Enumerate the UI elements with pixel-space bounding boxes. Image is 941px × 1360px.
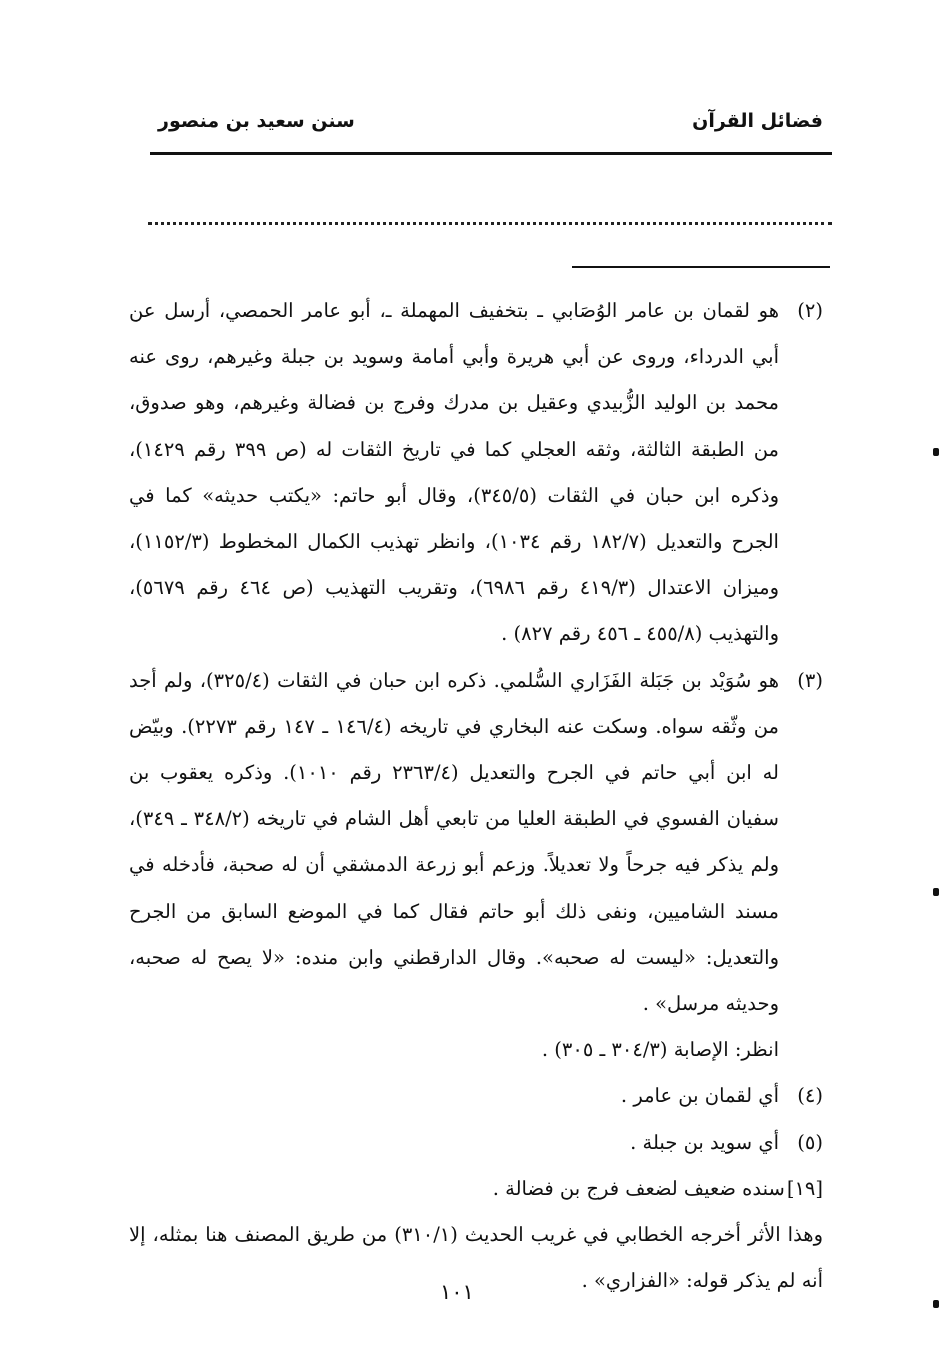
page-number: ١٠١ xyxy=(440,1280,474,1304)
hadith-number: [١٩] xyxy=(786,1176,823,1200)
chapter-title: فضائل القرآن xyxy=(692,110,823,132)
hadith-note xyxy=(129,1166,823,1212)
book-title: سنن سعيد بن منصور xyxy=(158,110,355,132)
footnote-2 xyxy=(129,288,823,658)
footnote-5 xyxy=(129,1120,823,1166)
footnote-text: هو لقمان بن عامر الوُصَابي ـ بتخفيف المهملة ـ، أبو عامر الحمصي، أرسل عن أبي الدرداء، وروى عن أبي هريرة وأبي أمامة وسويد بن جبلة وغيرهم، روى عنه محمد بن الوليد الزُّبيدي وعقيل بن مدرك وفرج بن فضالة وغيرهم، وهو صدوق، من الطبقة الثالثة، وثقه العجلي كما في تاريخ الثقات له (ص ٣٩٩ رقم ١٤٢٩)، وذكره ابن حبان في الثقات (٣٤٥/٥)، وقال أبو حاتم: «يكتب حديثه» كما في الجرح والتعديل (١٨٢/٧ رقم ١٠٣٤)، وانظر تهذيب الكمال المخطوط (١١٥٢/٣)، وميزان الاعتدال (٤١٩/٣ رقم ٦٩٨٦)، وتقريب التهذيب (ص ٤٦٤ رقم ٥٦٧٩)، والتهذيب (٤٥٥/٨ ـ ٤٥٦ رقم ٨٢٧) . xyxy=(129,299,779,646)
footnote-text: أي لقمان بن عامر . xyxy=(620,1084,779,1108)
dotted-divider xyxy=(148,222,832,225)
footnote-number: (٥) xyxy=(797,1130,823,1154)
footnote-3 xyxy=(129,658,823,1028)
footnote-number: (٣) xyxy=(797,668,823,692)
hadith-first-line: سنده ضعيف لضعف فرج بن فضالة . xyxy=(492,1176,785,1200)
footnote-number: (٢) xyxy=(797,299,823,322)
footnote-text: هو سُوَيْد بن جَبَلة الفَزَاري السُّلمي. ذكره ابن حبان في الثقات (٣٢٥/٤)، ولم أجد من وثّقه سواه. وسكت عنه البخاري في تاريخه (١٤٦/٤ ـ ١٤٧ رقم ٢٢٧٣). وبيّض له ابن أبي حاتم في الجرح والتعديل (٢٣٦٣/٤ رقم ١٠١٠). وذكره يعقوب بن سفيان الفسوي في الطبقة العليا من تابعي أهل الشام في تاريخه (٣٤٨/٢ ـ ٣٤٩)، ولم يذكر فيه جرحاً ولا تعديلاً. وزعم أبو زرعة الدمشقي أن له صحبة، فأدخله في مسند الشاميين، ونفى ذلك أبو حاتم فقال كما في الموضع السابق من الجرح والتعديل: «ليست له صحبه». وقال الدارقطني وابن منده: «لا يصح له صحبه، وحديثه مرسل» . xyxy=(129,668,779,1016)
scan-mark xyxy=(933,1300,939,1308)
footnote-3-reference xyxy=(129,1027,823,1073)
scan-mark xyxy=(933,888,939,896)
footnote-text: أي سويد بن جبلة . xyxy=(630,1130,779,1154)
footnote-number: (٤) xyxy=(797,1084,823,1108)
footnote-reference: انظر: الإصابة (٣٠٤/٣ ـ ٣٠٥) . xyxy=(541,1038,779,1062)
header-rule xyxy=(150,152,832,155)
footnotes-section xyxy=(129,288,823,1304)
hadith-note-text: وهذا الأثر أخرجه الخطابي في غريب الحديث (٣١٠/١) من طريق المصنف هنا بمثله، إلا أنه لم يذكر قوله: «الفزاري» . xyxy=(129,1223,824,1293)
footnote-4 xyxy=(129,1073,823,1119)
scan-mark xyxy=(933,448,939,456)
footnote-separator xyxy=(572,266,830,268)
